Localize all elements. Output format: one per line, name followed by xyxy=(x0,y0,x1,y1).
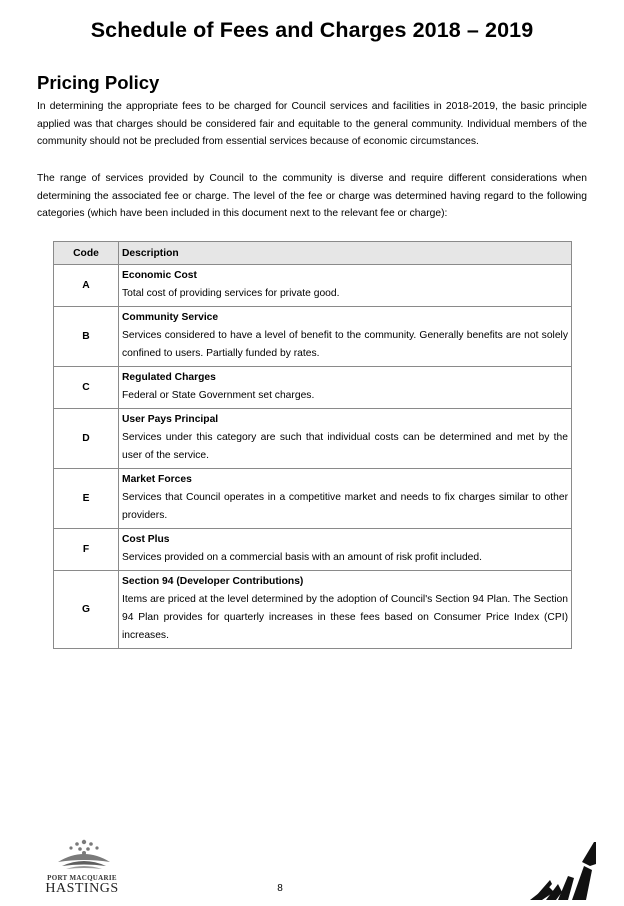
row-code: G xyxy=(54,571,119,649)
row-code: B xyxy=(54,307,119,367)
table-row xyxy=(54,409,572,469)
row-description-cell xyxy=(119,529,572,571)
row-description-cell xyxy=(119,469,572,529)
row-description: Total cost of providing services for private good. xyxy=(122,287,340,299)
table-row xyxy=(54,367,572,409)
row-description-cell xyxy=(119,409,572,469)
row-title: Section 94 (Developer Contributions) xyxy=(122,575,304,587)
row-code: A xyxy=(54,265,119,307)
row-description-cell xyxy=(119,571,572,649)
section-heading: Pricing Policy xyxy=(37,72,160,93)
pricing-codes-table xyxy=(53,241,572,649)
row-description-cell xyxy=(119,265,572,307)
row-title: Community Service xyxy=(122,311,219,323)
column-header-code: Code xyxy=(54,242,119,265)
table-row xyxy=(54,265,572,307)
row-description-cell xyxy=(119,367,572,409)
row-title: User Pays Principal xyxy=(122,413,219,425)
intro-paragraph: In determining the appropriate fees to be charged for Council services and facilities in 2018-2019, the basic principle applied was that charges should be considered fair and equitable to the general community. Individual members of the community should not be precluded from essential services because of economic circumstances. xyxy=(37,101,587,147)
table-header-row xyxy=(54,242,572,265)
table-row xyxy=(54,529,572,571)
table-row xyxy=(54,571,572,649)
table-row xyxy=(54,307,572,367)
row-description: Services provided on a commercial basis with an amount of risk profit included. xyxy=(122,551,482,563)
categories-paragraph: The range of services provided by Council to the community is diverse and require different considerations when determining the associated fee or charge. The level of the fee or charge was determined having regard to the following categories (which have been included in this document next to the relevant fee or charge): xyxy=(37,173,587,219)
column-header-description: Description xyxy=(119,242,572,265)
row-description: Items are priced at the level determined by the adoption of Council's Section 94 Plan. The Section 94 Plan provides for quarterly increases in these fees based on Consumer Price Index (CPI) increases. xyxy=(122,593,568,641)
row-title: Regulated Charges xyxy=(122,371,216,383)
row-title: Market Forces xyxy=(122,473,192,485)
logo-text-line2: HASTINGS xyxy=(45,881,119,896)
row-code: D xyxy=(54,409,119,469)
row-code: E xyxy=(54,469,119,529)
row-description: Federal or State Government set charges. xyxy=(122,389,315,401)
row-description-cell xyxy=(119,307,572,367)
row-description: Services under this category are such that individual costs can be determined and met by the user of the service. xyxy=(122,431,568,461)
row-description: Services that Council operates in a competitive market and needs to fix charges similar to other providers. xyxy=(122,491,568,521)
corner-graphic-icon xyxy=(528,840,596,902)
page-title: Schedule of Fees and Charges 2018 – 2019 xyxy=(90,18,534,42)
table-row xyxy=(54,469,572,529)
row-description: Services considered to have a level of benefit to the community. Generally benefits are not solely confined to users. Partially funded by rates. xyxy=(122,329,568,359)
row-title: Cost Plus xyxy=(122,533,170,545)
row-code: F xyxy=(54,529,119,571)
row-code: C xyxy=(54,367,119,409)
row-title: Economic Cost xyxy=(122,269,197,281)
logo-text-line1: PORT MACQUARIE xyxy=(47,874,117,882)
page-number: 8 xyxy=(277,883,283,894)
